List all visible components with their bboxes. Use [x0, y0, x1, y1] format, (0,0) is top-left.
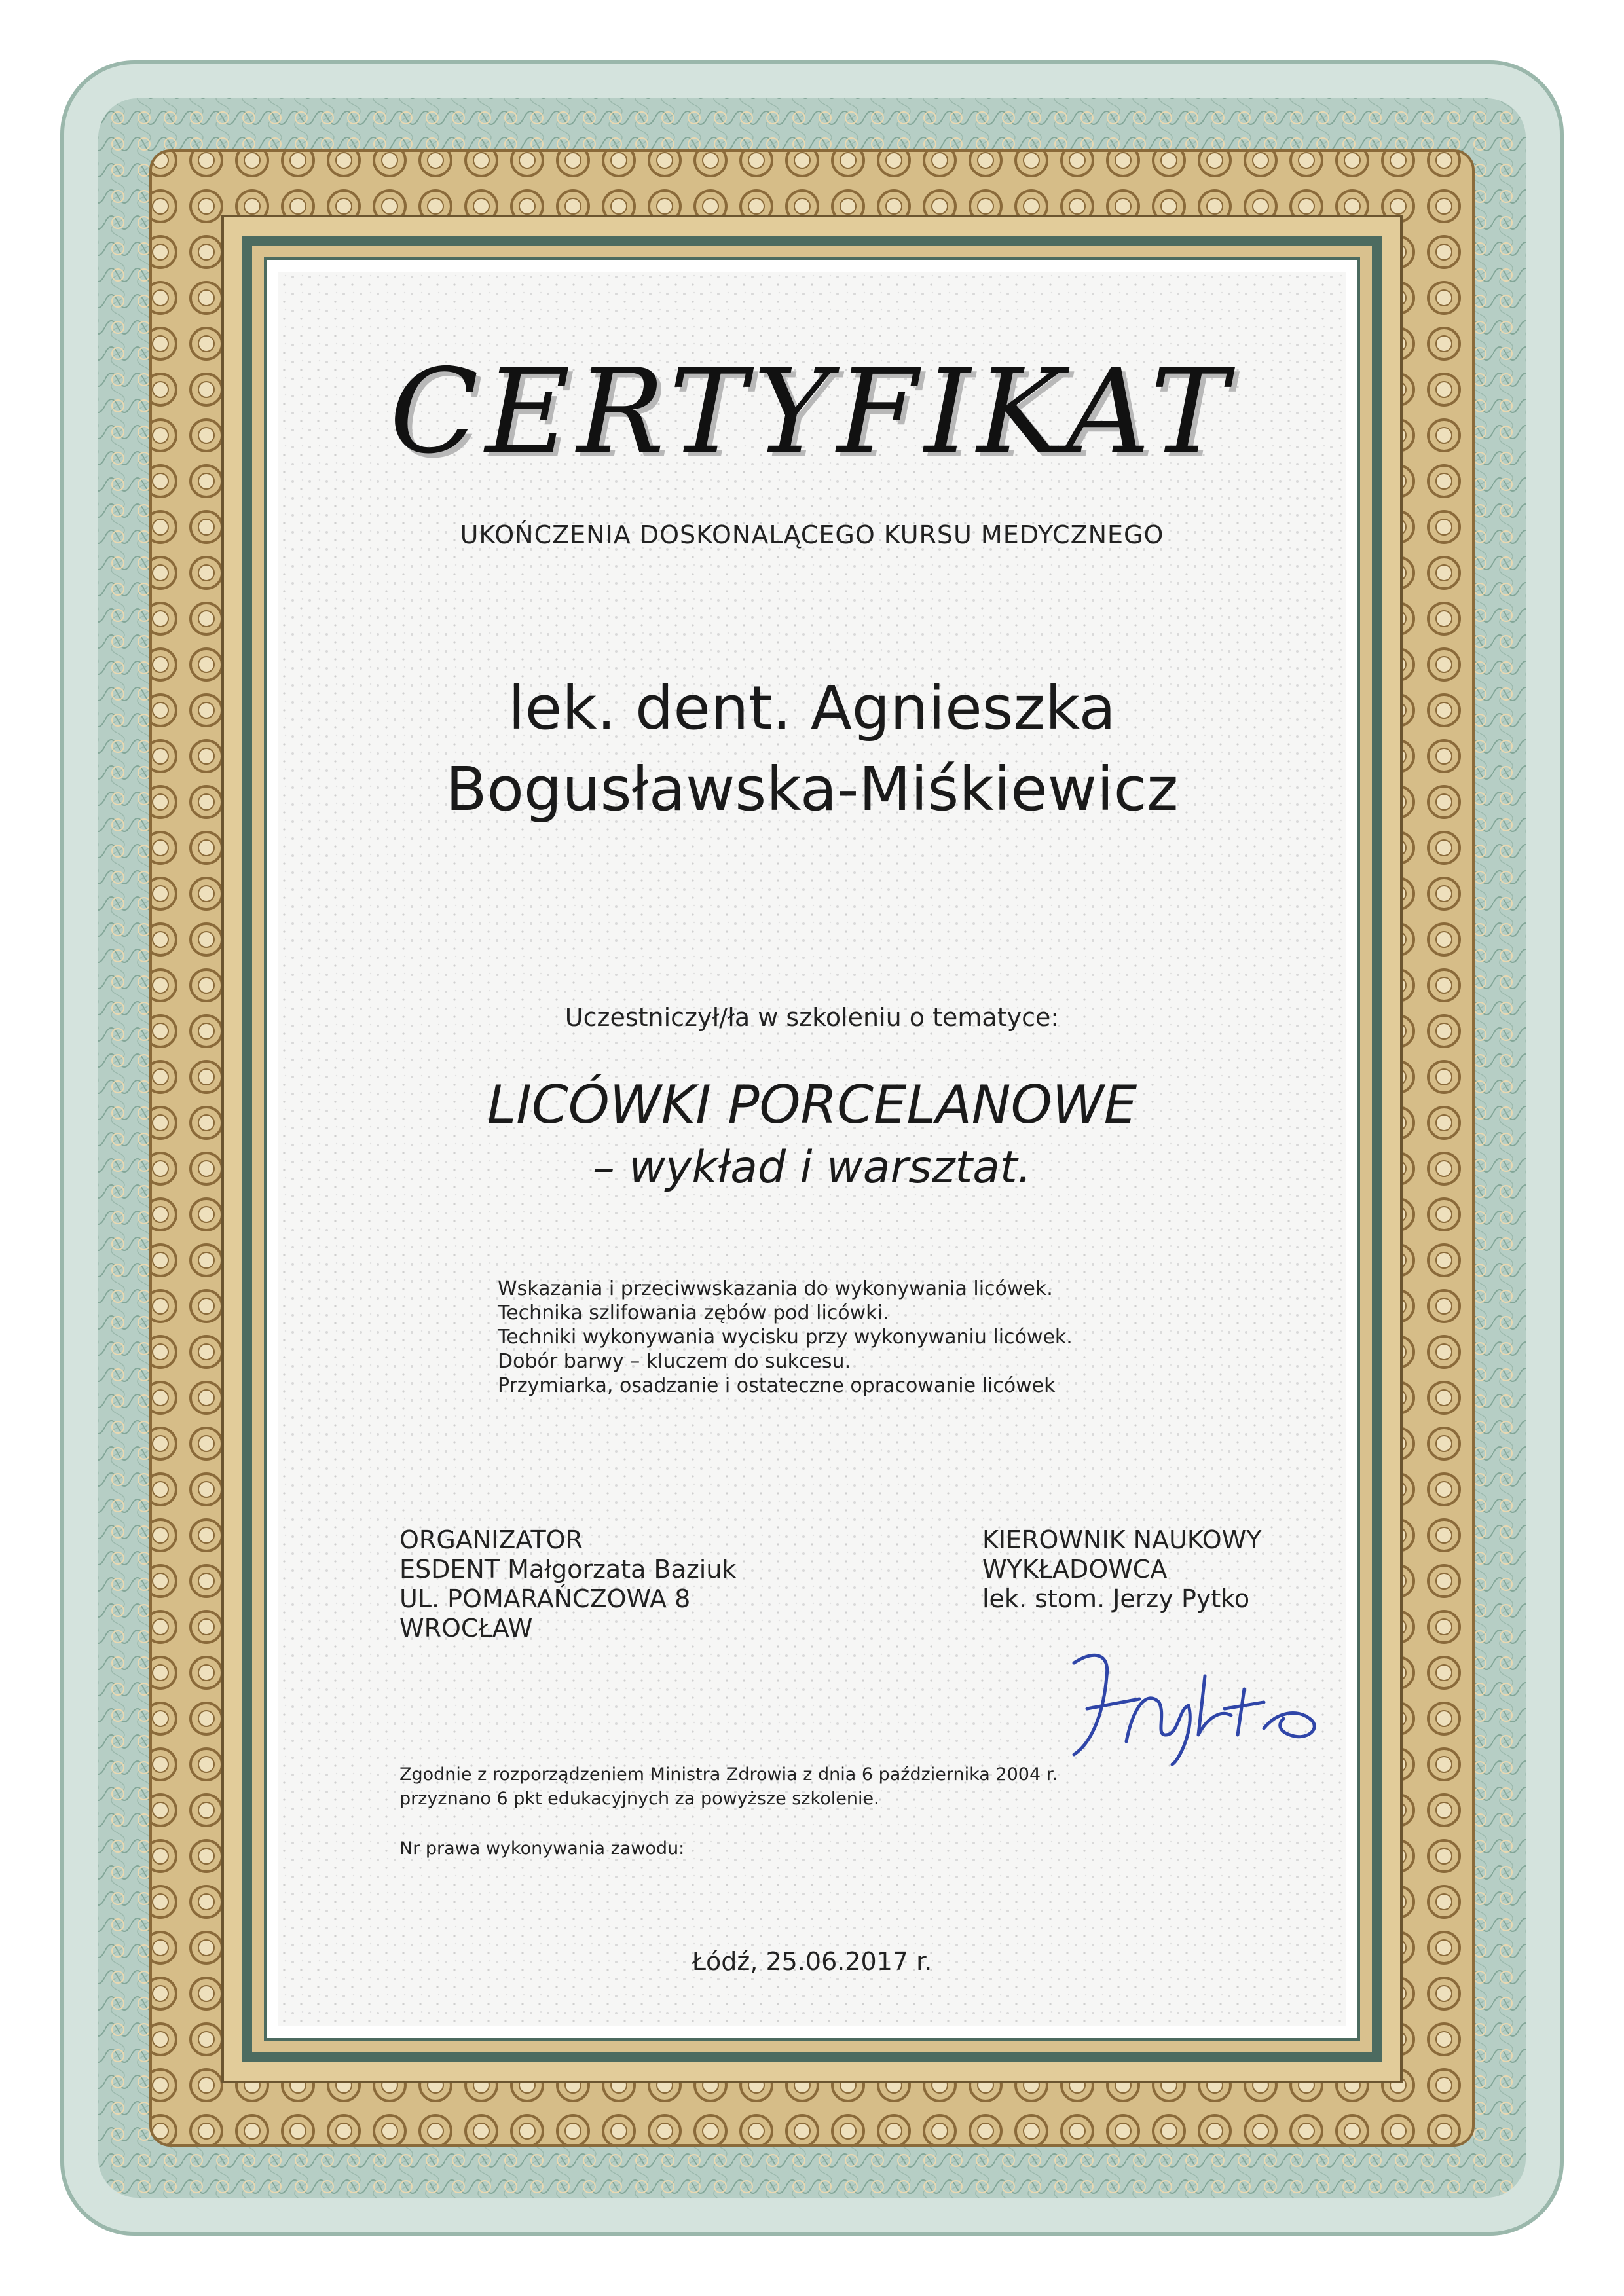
certificate-body	[288, 255, 1336, 2030]
license-number-label: Nr prawa wykonywania zawodu:	[399, 1838, 685, 1859]
topic-item: Przymiarka, osadzanie i ostateczne opracowanie licówek	[498, 1374, 1056, 1397]
participation-statement: Uczestniczył/ła w szkoleniu o tematyce:	[564, 1003, 1060, 1032]
organizer-street: UL. POMARAŃCZOWA 8	[399, 1584, 691, 1613]
topic-item: Dobór barwy – kluczem do sukcesu.	[498, 1350, 851, 1373]
topics-list	[498, 1277, 1218, 1398]
recipient-name	[288, 668, 1336, 830]
organizer-city: WROCŁAW	[399, 1614, 533, 1643]
recipient-name-line1: lek. dent. Agnieszka	[508, 673, 1116, 743]
handwritten-signature	[1048, 1637, 1349, 1774]
director-heading: KIEROWNIK NAUKOWY	[982, 1525, 1262, 1554]
organizer-block	[399, 1525, 858, 1643]
legal-line-1: Zgodnie z rozporządzeniem Ministra Zdrowia z dnia 6 października 2004 r.	[399, 1764, 1058, 1785]
topic-item: Technika szlifowania zębów pod licówki.	[498, 1302, 889, 1324]
topic-item: Wskazania i przeciwwskazania do wykonywania licówek.	[498, 1277, 1053, 1300]
director-name: lek. stom. Jerzy Pytko	[982, 1584, 1250, 1613]
course-title: LICÓWKI PORCELANOWE	[487, 1074, 1137, 1135]
course-subtitle: – wykład i warsztat.	[592, 1142, 1032, 1194]
lecturer-heading: WYKŁADOWCA	[982, 1555, 1168, 1584]
legal-line-2: przyznano 6 pkt edukacyjnych za powyższe szkolenie.	[399, 1789, 879, 1809]
place-and-date: Łódź, 25.06.2017 r.	[692, 1947, 932, 1976]
certificate-title: CERTYFIKAT	[389, 344, 1235, 479]
organizer-heading: ORGANIZATOR	[399, 1525, 583, 1554]
organizer-name: ESDENT Małgorzata Baziuk	[399, 1555, 737, 1584]
recipient-name-line2: Bogusławska-Miśkiewicz	[445, 754, 1179, 824]
legal-notice	[399, 1762, 1218, 1811]
director-block	[982, 1525, 1349, 1614]
certificate-subtitle: UKOŃCZENIA DOSKONALĄCEGO KURSU MEDYCZNEGO	[460, 520, 1164, 549]
topic-item: Techniki wykonywania wycisku przy wykonywaniu licówek.	[498, 1326, 1073, 1349]
